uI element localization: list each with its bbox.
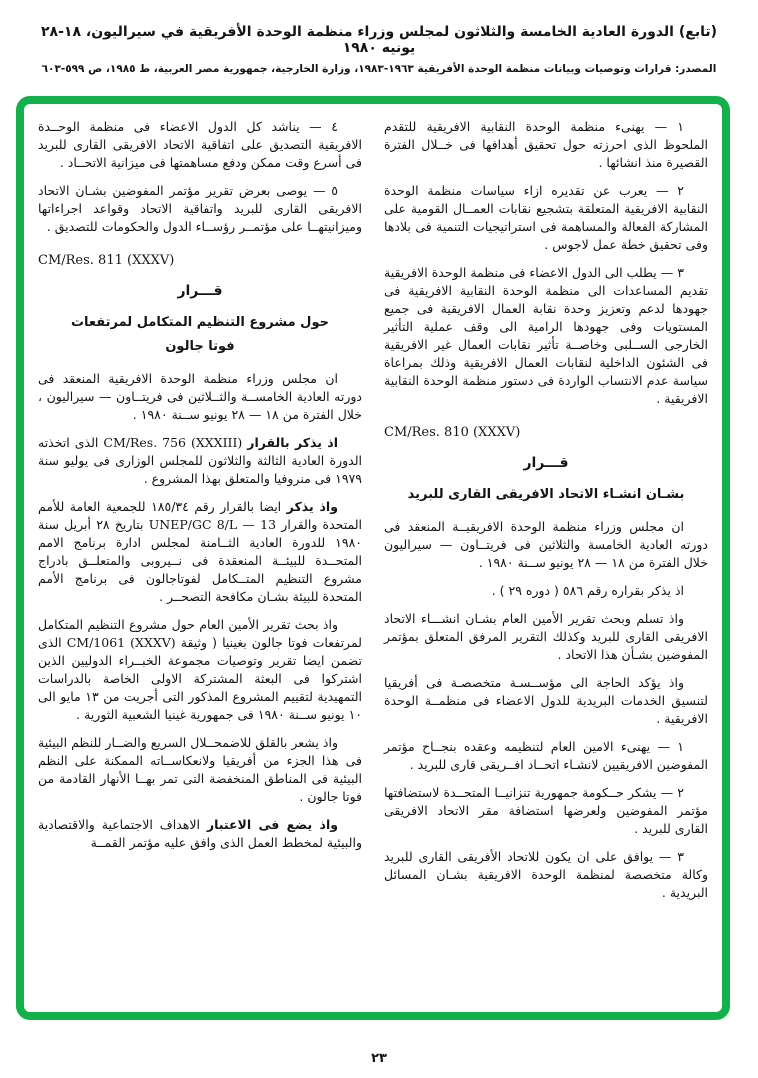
res811-preamble-1: ان مجلس وزراء منظمة الوحدة الافريقية المنعقد فى دورته العادية الخامســة والثــلاثين فى فريتــاون — سيراليون ، خلال الفترة من ١٨ — ٢٨ يونيو ســنة ١٩٨٠ . bbox=[38, 371, 362, 422]
paragraph-text: الذى اتخذته الدورة العادية الثالثة والثلاثون للمجلس الوزارى فى يوليو سنة ١٩٧٩ فى منروفيا والمتعلق بهذا المشروع . bbox=[38, 435, 362, 486]
res811-preamble-2 bbox=[38, 434, 362, 488]
green-content-frame bbox=[16, 96, 730, 1020]
decision-heading-left: قـــرار bbox=[177, 283, 223, 299]
latin-ref: CM/1061 (XXXV) bbox=[66, 635, 176, 650]
paragraph-text: الذى تضمن ايضا تقرير وتوصيات مجموعة الخبــراء الدوليين الذين اشتركوا فى البعثة المشتركة الاولى الخاصة بالدراسات التمهيدية لتقييم المشروع المذكور التى أجريت من ١٣ مايو الى ١٠ يونيو ســنة ١٩٨٠ فى جمهورية غينيا الشعبية الثورية . bbox=[38, 635, 362, 722]
session-title: (تابع) الدورة العادية الخامسة والثلاثون لمجلس وزراء منظمة الوحدة الأفريقية في سيراليون، ١٨-٢٨ يونيه ١٩٨٠ bbox=[41, 24, 717, 56]
res811-preamble-4 bbox=[38, 616, 362, 724]
latin-ref: UNEP/GC 8/L — 13 bbox=[148, 517, 277, 532]
res811-preamble-6 bbox=[38, 816, 362, 852]
page-footer bbox=[0, 1047, 758, 1066]
res810-preamble-1: ان مجلس وزراء منظمة الوحدة الافريقيــة المنعقد فى دورته العادية الخامسة والثلاثين فى فريتــاون — سيراليون خلال الفترة من ١٨ — ٢٨ يونيو ســنة ١٩٨٠ . bbox=[384, 519, 708, 570]
res810-operative-1: ١ — يهنىء الامين العام لتنظيمه وعقده بنجــاح مؤتمر المفوضين الافريقيين لانشـاء اتحــاد افــريقى قارى للبريد . bbox=[384, 739, 708, 772]
latin-ref: CM/Res. 756 (XXXIII) bbox=[103, 435, 243, 450]
res810-preamble-2: اذ يذكر بقراره رقم ٥٨٦ ( دوره ٢٩ ) . bbox=[491, 583, 684, 598]
res810-operative-2: ٢ — يشكر حــكومة جمهورية تنزانيــا المتحــدة لاستضافتها مؤتمر المفوضين ولعرضها استضافة مقر الاتحاد الافريقى القارى للبريد . bbox=[384, 785, 708, 836]
bold-lead: واذ يضع فى الاعتبار bbox=[206, 817, 338, 832]
decision-heading-right: قـــرار bbox=[523, 455, 569, 471]
res811-preamble-5: واذ يشعر بالقلق للاضمحــلال السريع والضــار للنظم البيئية فى هذا الجزء من أفريقيا ولانعكاســاته الممكنة على النظم البيئية فى المناطق المنخفضة التى تمر بهــا الأنهار القادمة من فوتا جالون . bbox=[38, 735, 362, 804]
column-right bbox=[384, 116, 708, 1004]
column-left bbox=[38, 116, 362, 1004]
resolution-ref-810: CM/Res. 810 (XXXV) bbox=[384, 425, 521, 440]
res810-item-1: ١ — يهنىء منظمة الوحدة النقابية الافريقية للتقدم الملحوظ الذى احرزته حول تحقيق أهدافها فى خــلال الفترة القصيرة منذ انشائها . bbox=[384, 119, 708, 170]
page-header bbox=[0, 24, 758, 75]
res810-item-3: ٣ — يطلب الى الدول الاعضاء فى منظمة الوحدة الافريقية تقديم المساعدات الى منظمة الوحدة النقابية الافريقية فى جهودها لدعم وتعزيز وحدة نقابة العمال الافريقية فى جميع المستويات وفى جهودها الرامية الى وقف عملية التأثير الخارجى الســلبى وخاصــة تأثير نقابات العمال غير الافريقية فى الشئون الداخلية لنقابات العمال الافريقية وذلك بمراعاة سياسة عدم الانتساب الواردة فى دستور منظمة الوحدة النقابية الافريقية . bbox=[384, 265, 708, 406]
res810-item-2: ٢ — يعرب عن تقديره ازاء سياسات منظمة الوحدة النقابية الافريقية المتعلقة بتشجيع نقابات العمــال القومية على المشاركة الفعالة والمساهمة فى استراتيجيات التنمية فى بلادها وفى تحقيق خطة عمل لاجوس . bbox=[384, 183, 708, 252]
decision-subject-right: بشـان انشـاء الاتحاد الافريقى القارى للبريد bbox=[407, 487, 685, 502]
two-column-layout bbox=[38, 116, 708, 1004]
source-citation: المصدر: قرارات وتوصيات وبيانات منظمة الوحدة الأفريقية ١٩٦٣-١٩٨٣، وزارة الخارجية، جمهورية مصر العربية، ط ١٩٨٥، ص ٥٩٩-٦٠٣ bbox=[41, 63, 717, 75]
res810-operative-3: ٣ — يوافق على ان يكون للاتحاد الأفريقى القارى للبريد وكالة متخصصة لمنظمة الوحدة الافريقية بشـان المسائل البريدية . bbox=[384, 849, 708, 900]
paragraph-text: الاهداف الاجتماعية والاقتصادية والبيئية لمخطط العمل الذى وافق عليه مؤتمر القمــة bbox=[38, 817, 362, 850]
res810-operative-4: ٤ — يناشد كل الدول الاعضاء فى منظمة الوحــدة الافريقية التصديق على اتفاقية الاتحاد الافريقى القارى للبريد فى أسرع وقت ممكن ودفع مساهمتها فى ميزانية الاتحــاد . bbox=[38, 119, 362, 170]
bold-lead: اذ يذكر بالقرار bbox=[247, 435, 338, 450]
paragraph-text: بتاريخ ٢٨ أبريل سنة ١٩٨٠ للدورة العادية الثــامنة لمجلس ادارة برنامج الامم المتحــدة للبيئــة المنعقدة فى نــيروبى والمتعلــق بادراج مشروع التنظيم المتــكامل لفوتاجالون فى برنامج الأمم المتحدة للبيئة بشـان مكافحة التصحــر . bbox=[38, 517, 362, 604]
bold-lead: واذ يذكر bbox=[286, 499, 338, 514]
decision-subject-left-line2: فوتا جالون bbox=[165, 339, 235, 354]
res810-preamble-3: واذ تسلم وبحث تقرير الأمين العام بشـان انشـــاء الاتحاد الافريقى القارى للبريد وكذلك التقرير المرفق المتعلق بمؤتمر المفوضين بشـأن هذا الاتحاد . bbox=[384, 611, 708, 662]
resolution-ref-811: CM/Res. 811 (XXXV) bbox=[38, 253, 175, 268]
page-number: ٢٣ bbox=[371, 1051, 387, 1066]
res810-operative-5: ٥ — يوصى بعرض تقرير مؤتمر المفوضين بشـان الاتحاد الافريقى القارى للبريد واتفاقية الاتحاد وقواعد اجراءاتها وميزانيتهــا على مؤتمــر رؤســاء الدول والحكومات للتصديق . bbox=[38, 183, 362, 234]
paragraph-text: ايضا بالقرار رقم ١٨٥/٣٤ للجمعية العامة للأمم المتحدة والقرار bbox=[38, 499, 363, 532]
decision-subject-left-line1: حول مشروع التنظيم المتكامل لمرتفعات bbox=[70, 315, 329, 330]
res810-preamble-4: واذ يؤكد الحاجة الى مؤســسـة متخصصـة فى أفريقيا لتنسيق الخدمات البريدية للدول الاعضاء فى منظمــة الوحدة الافريقية . bbox=[384, 675, 708, 726]
res811-preamble-3 bbox=[38, 498, 362, 606]
paragraph-text: واذ بحث تقرير الأمين العام حول مشروع التنظيم المتكامل لمرتفعات فوتا جالون بغينيا ( وثيقة bbox=[38, 617, 362, 650]
